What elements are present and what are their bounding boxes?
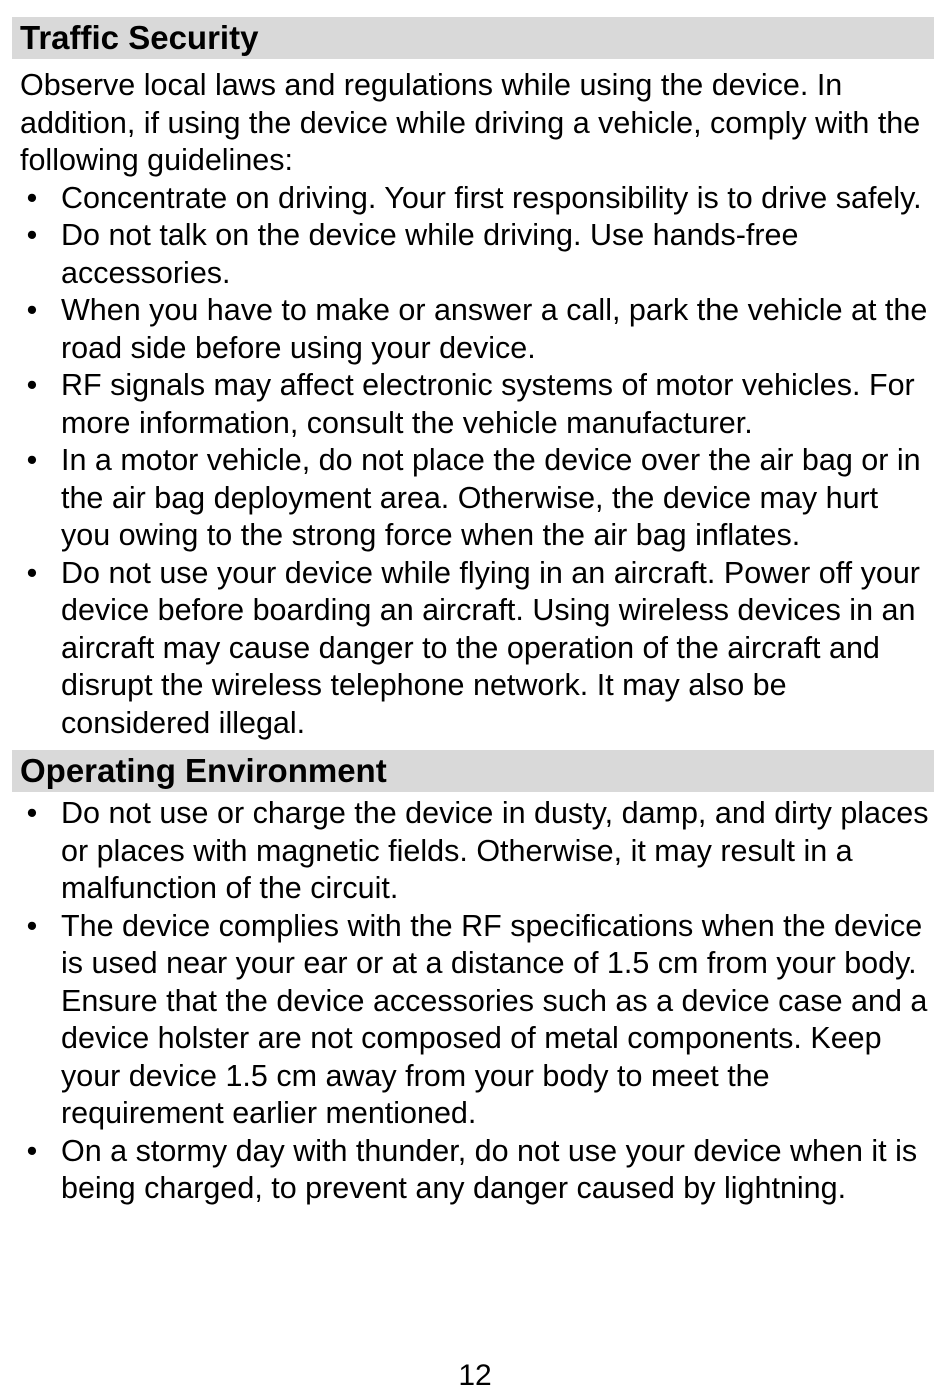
list-item [12, 1133, 934, 1208]
list-item-text: Do not talk on the device while driving. Use hands-free accessories. [61, 218, 799, 290]
list-item-text: In a motor vehicle, do not place the device over the air bag or in the air bag deployment area. Otherwise, the device may hurt you owing to the strong force when the air bag inflates. [61, 443, 921, 552]
bullet-icon: • [26, 908, 38, 943]
list-item-text: RF signals may affect electronic systems of motor vehicles. For more information, consult the vehicle manufacturer. [61, 368, 915, 440]
bullet-list-operating-environment [12, 795, 934, 1208]
bullet-icon: • [26, 796, 38, 830]
list-item-text: Do not use or charge the device in dusty, damp, and dirty places or places with magnetic fields. Otherwise, it may result in a malfunction of the circuit. [61, 796, 929, 905]
list-item [12, 908, 934, 1133]
section-heading-operating-environment [12, 750, 934, 792]
bullet-icon: • [26, 1133, 38, 1168]
bullet-icon: • [26, 443, 38, 477]
list-item [12, 442, 934, 555]
bullet-icon: • [26, 293, 38, 327]
section-heading-traffic-security [12, 17, 934, 59]
list-item [12, 367, 934, 442]
section-intro: Observe local laws and regulations while using the device. In addition, if using the device while driving a vehicle, comply with the following guidelines: [20, 68, 921, 177]
manual-page [12, 17, 934, 1208]
bullet-list-traffic-security [12, 180, 934, 743]
list-item [12, 795, 934, 908]
list-item-text: The device complies with the RF specifications when the device is used near your ear or at a distance of 1.5 cm from your body. Ensure that the device accessories such as a device case and a device holster are not composed of metal components. Keep your device 1.5 cm away from your body to meet the requirement earlier mentioned. [61, 908, 928, 1130]
section-title: Operating Environment [20, 752, 387, 789]
bullet-icon: • [26, 368, 38, 402]
bullet-icon: • [26, 180, 38, 215]
bullet-icon: • [26, 555, 38, 590]
section-title: Traffic Security [20, 19, 259, 56]
section-operating-environment [12, 750, 934, 1208]
page-number: 12 [458, 1359, 492, 1392]
list-item [12, 180, 934, 218]
list-item-text: Do not use your device while flying in an aircraft. Power off your device before boarding an aircraft. Using wireless devices in an aircraft may cause danger to the operation of the aircraft and disrupt the wireless telephone network. It may also be considered illegal. [61, 555, 920, 740]
list-item-text: Concentrate on driving. Your first responsibility is to drive safely. [61, 180, 922, 215]
section-traffic-security [12, 17, 934, 742]
list-item-text: When you have to make or answer a call, park the vehicle at the road side before using your device. [61, 293, 928, 365]
list-item [12, 217, 934, 292]
list-item [12, 292, 934, 367]
bullet-icon: • [26, 218, 38, 252]
list-item [12, 555, 934, 743]
list-item-text: On a stormy day with thunder, do not use your device when it is being charged, to prevent any danger caused by lightning. [61, 1133, 918, 1205]
